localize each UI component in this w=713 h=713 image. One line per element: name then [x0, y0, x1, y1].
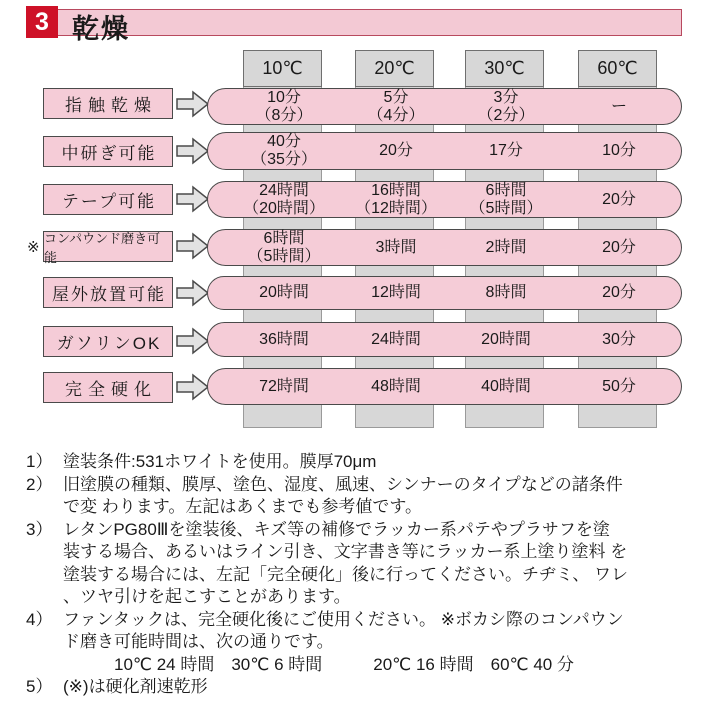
- footnotes: [26, 451, 696, 699]
- temp-header-10c: 10℃: [243, 50, 322, 87]
- cell-value: ー: [610, 97, 627, 115]
- row-values-outdoor: [207, 276, 682, 310]
- cell-value: 10分: [602, 142, 636, 159]
- row-values-compound-polish: [207, 229, 682, 266]
- row-label-touch-dry: [43, 88, 173, 119]
- footnote-line: 装する場合、あるいはライン引き、文字書き等にラッカー系上塗り塗料 を: [63, 542, 628, 561]
- right-arrow-icon: [176, 185, 210, 213]
- cell-value: 50分: [602, 377, 636, 395]
- cell-value: 40分: [267, 133, 301, 150]
- value-cell: [341, 230, 451, 265]
- footnote-compound-times: 10℃ 24 時間 30℃ 6 時間 20℃ 16 時間 60℃ 40 分: [63, 654, 574, 674]
- cell-value: 5分: [383, 88, 409, 106]
- row-label-taping: [43, 184, 173, 215]
- footnote-line: (※)は硬化剤速乾形: [63, 677, 208, 696]
- value-cell: [229, 369, 339, 404]
- footnote-line: レタンPG80Ⅲを塗装後、キズ等の補修でラッカー系パテやプラサフを塗: [63, 519, 610, 539]
- value-cell: [564, 89, 674, 124]
- footnote-number: 2）: [26, 474, 53, 494]
- value-cell: [451, 369, 561, 404]
- cell-value: 16時間: [371, 181, 421, 199]
- right-arrow-icon: [176, 327, 210, 355]
- value-cell: [564, 369, 674, 404]
- row-label-text: 屋外放置可能: [52, 285, 166, 304]
- value-cell: [564, 230, 674, 265]
- cell-value: 20分: [602, 190, 636, 208]
- row-values-taping: [207, 181, 682, 218]
- value-cell: [451, 89, 561, 124]
- row-note-asterisk: ※: [27, 239, 40, 256]
- value-cell: [341, 89, 451, 124]
- footnote-line: 旧塗膜の種類、膜厚、塗色、湿度、風速、シンナーのタイプなどの諸条件: [63, 474, 623, 494]
- footnote-5: [26, 676, 696, 699]
- cell-value: 20分: [602, 284, 636, 301]
- cell-value: 3時間: [375, 238, 417, 256]
- right-arrow-icon: [176, 90, 210, 118]
- value-cell: [229, 182, 339, 217]
- row-label-text: テープ可能: [61, 192, 157, 211]
- cell-value: 24時間: [259, 181, 309, 199]
- right-arrow-icon: [176, 373, 210, 401]
- value-cell: [229, 133, 339, 169]
- cell-value: 6時間: [263, 229, 305, 247]
- cell-value: 20時間: [259, 284, 309, 301]
- value-cell: [341, 277, 451, 309]
- temp-header-20c: 20℃: [355, 50, 434, 87]
- cell-value: 10分: [267, 88, 301, 106]
- value-cell: [564, 182, 674, 217]
- right-arrow-icon: [176, 137, 210, 165]
- footnote-line: ファンタックは、完全硬化後にご使用ください。 ※ボカシ際のコンパウン: [63, 609, 624, 629]
- section-number-badge: 3: [26, 6, 58, 38]
- temp-header-60c: 60℃: [578, 50, 657, 87]
- value-cell: [341, 133, 451, 169]
- row-label-compound-polish: [43, 230, 173, 265]
- cell-value: 20時間: [481, 330, 531, 348]
- cell-subvalue: （12時間）: [355, 199, 437, 217]
- value-cell: [341, 182, 451, 217]
- value-cell: [451, 323, 561, 356]
- value-cell: [229, 277, 339, 309]
- cell-subvalue: （20時間）: [243, 199, 325, 217]
- cell-value: 24時間: [371, 330, 421, 348]
- footnote-line: 、ツヤ引けを起こすことがあります。: [63, 587, 351, 606]
- right-arrow-icon: [176, 232, 210, 260]
- value-cell: [564, 133, 674, 169]
- value-cell: [451, 182, 561, 217]
- value-cell: [451, 230, 561, 265]
- row-label-outdoor: [43, 277, 173, 308]
- value-cell: [451, 277, 561, 309]
- cell-value: 36時間: [259, 330, 309, 348]
- footnote-line: ド磨き可能時間は、次の通りです。: [63, 632, 334, 651]
- cell-subvalue: （8分）: [255, 106, 313, 124]
- row-values-gasoline-ok: [207, 322, 682, 357]
- footnote-number: 4）: [26, 609, 53, 629]
- value-cell: [564, 323, 674, 356]
- footnote-4: [26, 609, 696, 677]
- footnote-number: 3）: [26, 519, 53, 539]
- footnote-number: 5）: [26, 677, 53, 696]
- footnote-number: 1）: [26, 452, 53, 471]
- value-cell: [564, 277, 674, 309]
- cell-value: 20分: [379, 142, 413, 159]
- value-cell: [229, 89, 339, 124]
- cell-subvalue: （5時間）: [247, 247, 321, 265]
- footnote-line: 塗装条件:531ホワイトを使用。膜厚70μm: [63, 452, 377, 471]
- footnote-line: 塗装する場合には、左記「完全硬化」後に行ってください。チヂミ、 ワレ: [63, 564, 629, 584]
- cell-value: 48時間: [371, 377, 421, 395]
- row-values-full-cure: [207, 368, 682, 405]
- cell-subvalue: （5時間）: [469, 199, 543, 217]
- value-cell: [229, 323, 339, 356]
- value-cell: [229, 230, 339, 265]
- cell-value: 17分: [489, 142, 523, 159]
- row-label-full-cure: [43, 372, 173, 403]
- cell-value: 8時間: [485, 284, 527, 301]
- cell-value: 20分: [602, 238, 636, 256]
- cell-value: 2時間: [485, 238, 527, 256]
- temp-header-30c: 30℃: [465, 50, 544, 87]
- footnote-1: [26, 451, 696, 474]
- row-label-text: ガソリンOK: [56, 334, 162, 353]
- cell-subvalue: （35分）: [251, 151, 317, 168]
- cell-subvalue: （4分）: [367, 106, 425, 124]
- value-cell: [341, 323, 451, 356]
- cell-subvalue: （2分）: [477, 106, 535, 124]
- section-title: 乾燥: [72, 14, 130, 44]
- footnote-line: で変 わります。左記はあくまでも参考値です。: [63, 497, 423, 516]
- row-values-sanding: [207, 132, 682, 170]
- footnote-3: [26, 519, 696, 609]
- footnote-2: [26, 474, 696, 519]
- cell-value: 30分: [602, 330, 636, 348]
- row-label-text: 指触乾燥: [65, 96, 157, 115]
- cell-value: 3分: [493, 88, 519, 106]
- row-label-sanding: [43, 136, 173, 167]
- cell-value: 6時間: [485, 181, 527, 199]
- value-cell: [341, 369, 451, 404]
- row-label-text: 中研ぎ可能: [61, 144, 157, 163]
- row-values-touch-dry: [207, 88, 682, 125]
- row-label-text: コンパウンド磨き可能: [44, 230, 161, 265]
- cell-value: 72時間: [259, 377, 309, 395]
- row-label-gasoline-ok: [43, 326, 173, 357]
- value-cell: [451, 133, 561, 169]
- right-arrow-icon: [176, 279, 210, 307]
- row-label-text: 完全硬化: [65, 380, 157, 399]
- cell-value: 40時間: [481, 377, 531, 395]
- cell-value: 12時間: [371, 284, 421, 301]
